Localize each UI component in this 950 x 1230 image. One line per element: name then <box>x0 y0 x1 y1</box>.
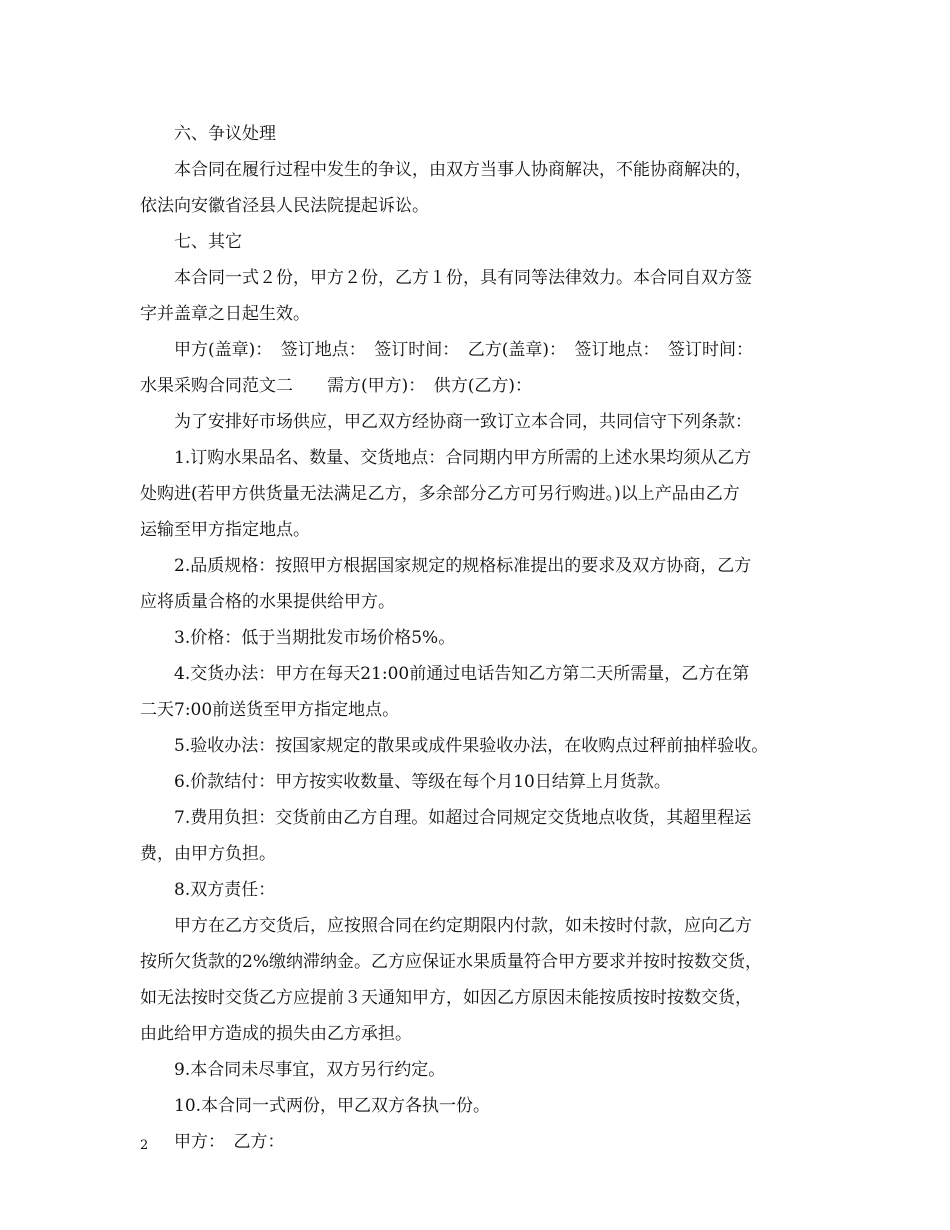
clause-line: 2.品质规格：按照甲方根据国家规定的规格标准提出的要求及双方协商，乙方 <box>174 556 752 576</box>
contract-title-line <box>140 368 812 404</box>
document-body <box>140 116 812 1160</box>
clause-line: 1.订购水果品名、数量、交货地点：合同期内甲方所需的上述水果均须从乙方 <box>174 448 752 468</box>
clause-line: 二天7:00前送货至甲方指定地点。 <box>140 700 400 720</box>
section-heading-other: 七、其它 <box>174 232 242 252</box>
clause-line: 5.验收办法：按国家规定的散果或成件果验收办法，在收购点过秤前抽样验收。 <box>174 736 769 756</box>
signature-line: 甲方(盖章)： 签订地点： 签订时间： 乙方(盖章)： 签订地点： 签订时间： <box>174 340 754 360</box>
paragraph-line: 字并盖章之日起生效。 <box>140 304 310 324</box>
parties-label: 需方(甲方)： 供方(乙方)： <box>327 376 533 396</box>
clause-line: 7.费用负担：交货前由乙方自理。如超过合同规定交货地点收货，其超里程运 <box>174 808 752 828</box>
paragraph-line: 按所欠货款的2%缴纳滞纳金。乙方应保证水果质量符合甲方要求并按时按数交货， <box>140 952 762 972</box>
clause-line: 9.本合同未尽事宜，双方另行约定。 <box>174 1060 446 1080</box>
clause-line: 处购进(若甲方供货量无法满足乙方，多余部分乙方可另行购进。)以上产品由乙方 <box>140 484 740 504</box>
paragraph-line: 依法向安徽省泾县人民法院提起诉讼。 <box>140 196 429 216</box>
clause-line: 应将质量合格的水果提供给甲方。 <box>140 592 395 612</box>
paragraph-line: 本合同在履行过程中发生的争议，由双方当事人协商解决，不能协商解决的， <box>174 160 752 180</box>
section-heading-dispute: 六、争议处理 <box>174 124 276 144</box>
paragraph-line: 由此给甲方造成的损失由乙方承担。 <box>140 1024 412 1044</box>
clause-line: 运输至甲方指定地点。 <box>140 520 310 540</box>
contract-title: 水果采购合同范文二 <box>140 376 293 396</box>
paragraph-line: 如无法按时交货乙方应提前３天通知甲方，如因乙方原因未能按质按时按数交货， <box>140 988 752 1008</box>
clause-line: 6.价款结付：甲方按实收数量、等级在每个月10日结算上月货款。 <box>174 772 671 792</box>
paragraph-line: 为了安排好市场供应，甲乙双方经协商一致订立本合同，共同信守下列条款： <box>174 412 752 432</box>
clause-line: 8.双方责任： <box>174 880 276 900</box>
paragraph-line: 甲方在乙方交货后，应按照合同在约定期限内付款，如未按时付款，应向乙方 <box>174 916 752 936</box>
clause-line: 10.本合同一式两份，甲乙双方各执一份。 <box>174 1096 491 1116</box>
clause-line: 3.价格：低于当期批发市场价格5%。 <box>174 628 456 648</box>
clause-line: 4.交货办法：甲方在每天21:00前通过电话告知乙方第二天所需量，乙方在第 <box>174 664 750 684</box>
signature-line: 甲方： 乙方： <box>174 1132 285 1152</box>
clause-line: 费，由甲方负担。 <box>140 844 276 864</box>
paragraph-line: 本合同一式２份，甲方２份，乙方１份，具有同等法律效力。本合同自双方签 <box>174 268 752 288</box>
page-number: 2 <box>140 1138 149 1153</box>
